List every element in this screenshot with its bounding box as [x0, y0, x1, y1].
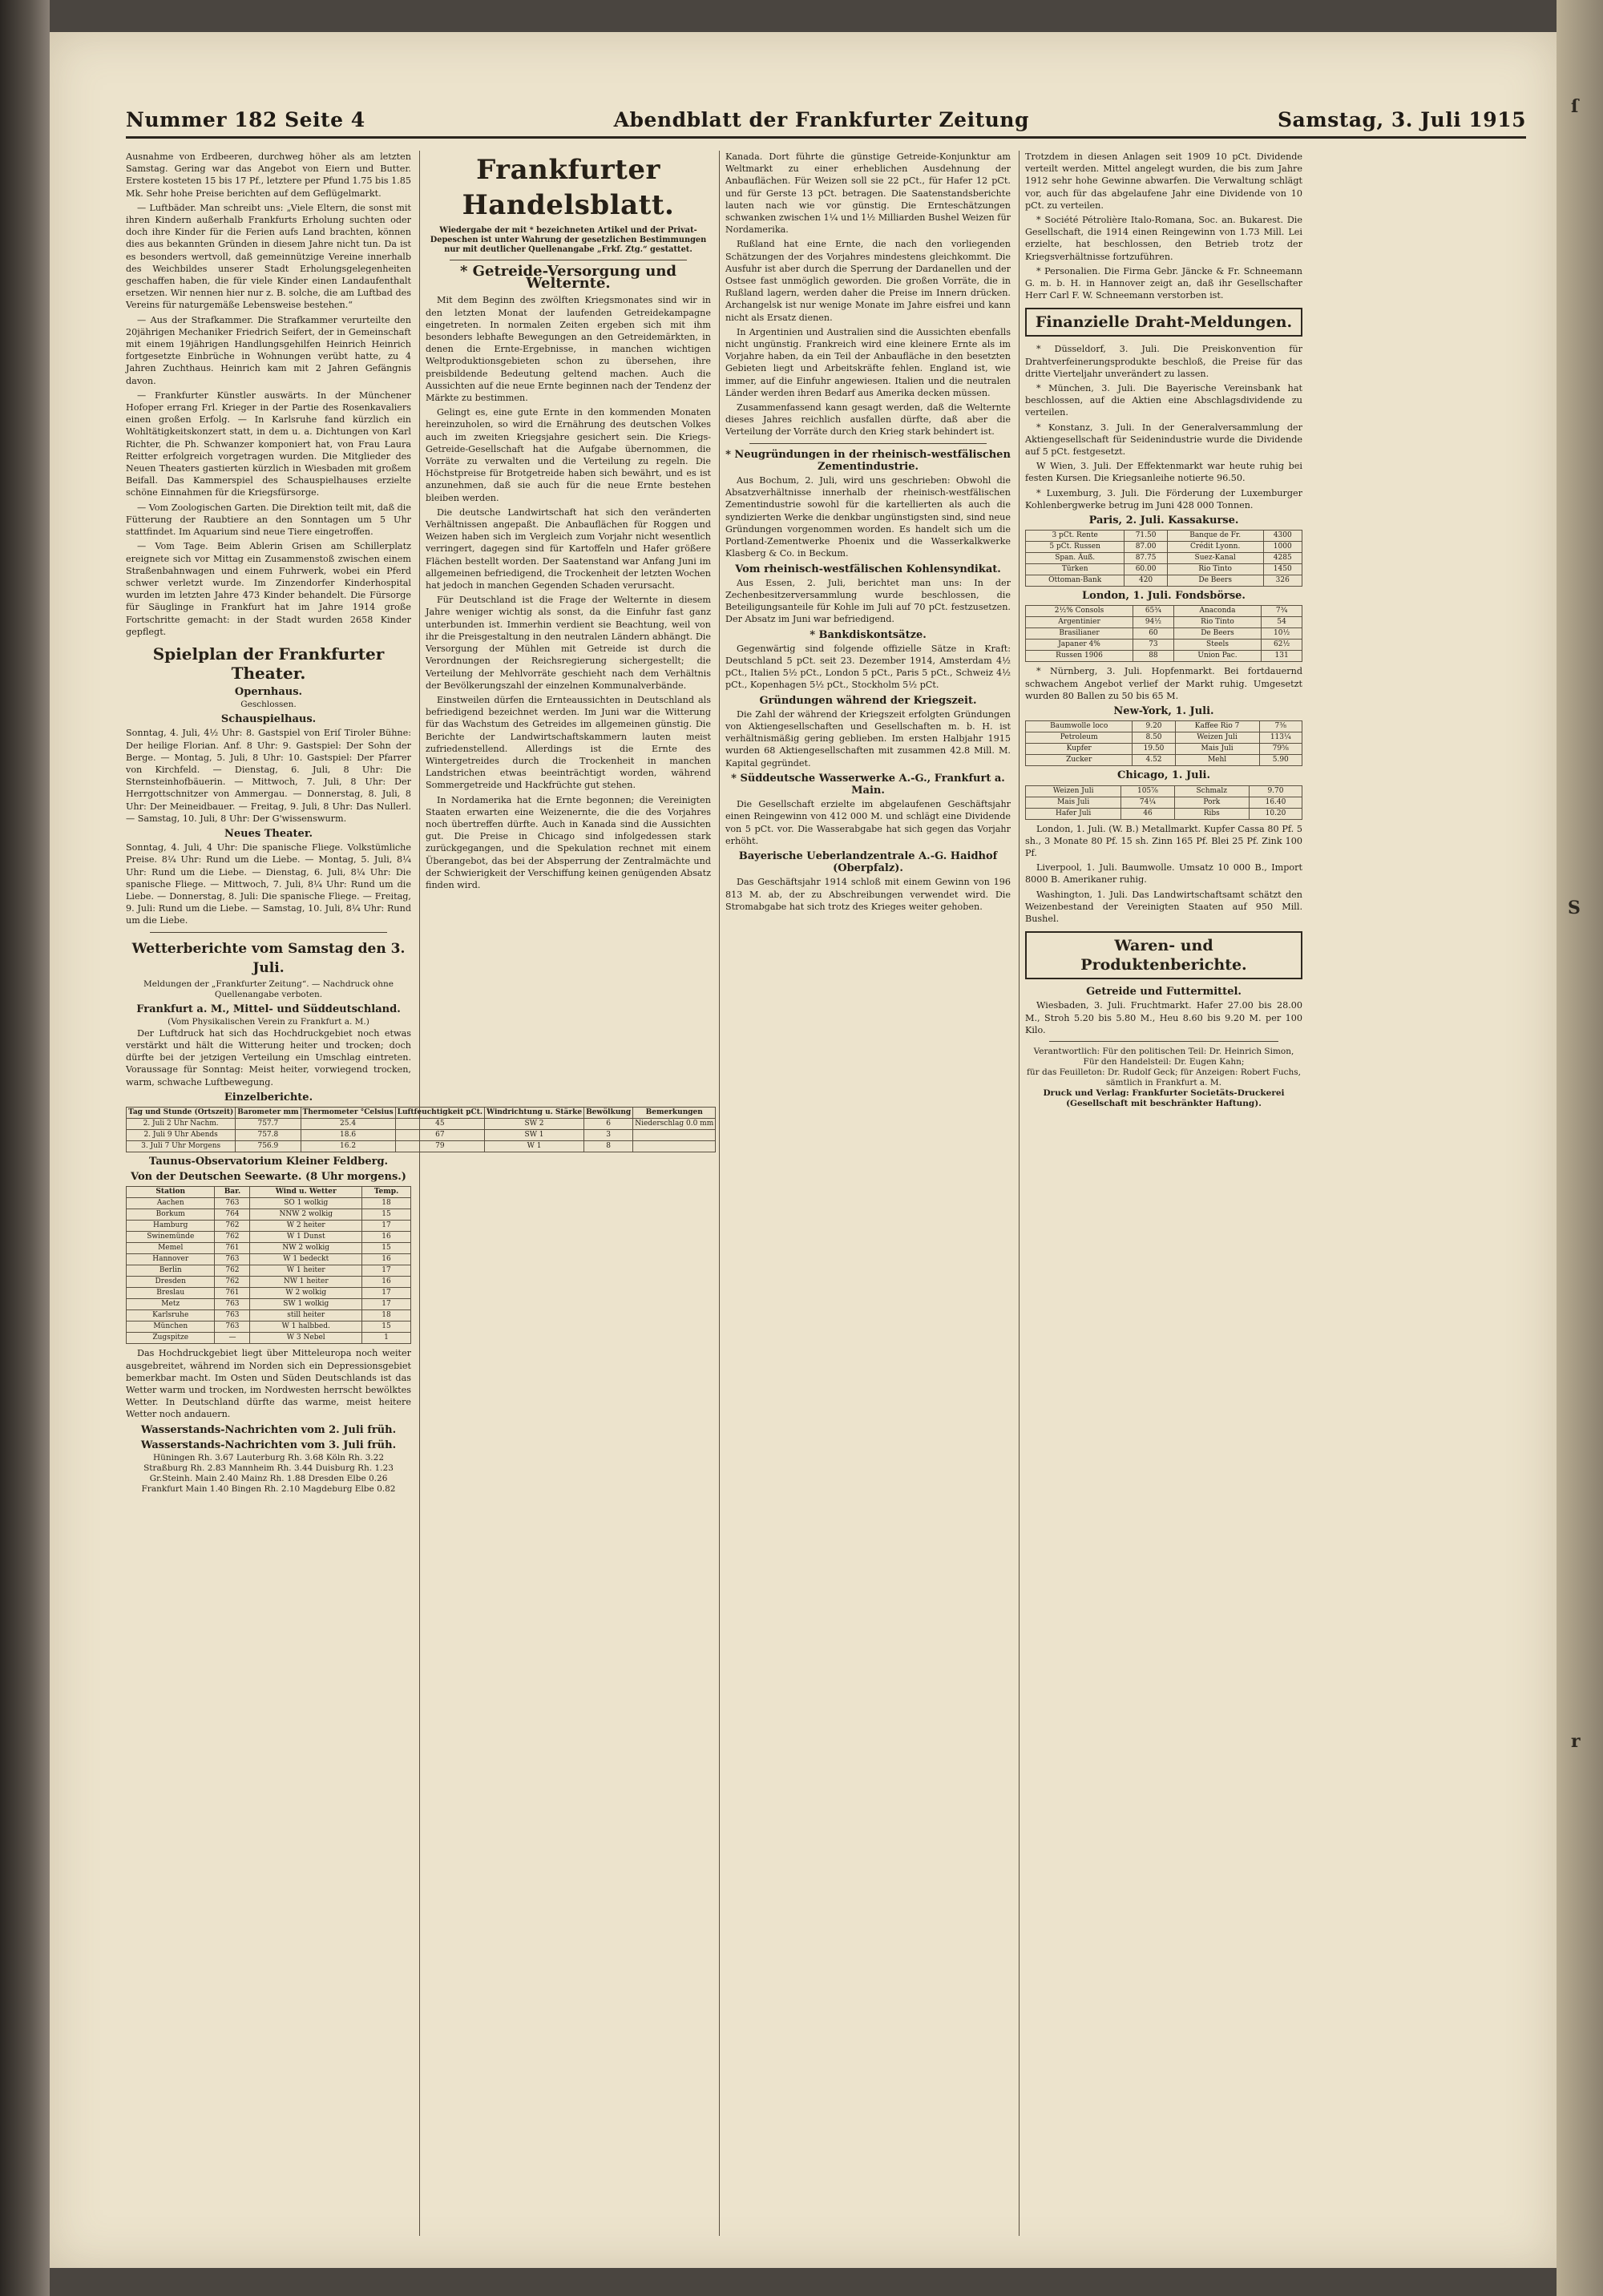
table-cell: 10.20 — [1249, 808, 1302, 819]
table-cell: 763 — [215, 1198, 250, 1209]
table-cell: 4285 — [1263, 553, 1302, 564]
weather-region-heading: Frankfurt a. M., Mittel- und Süddeutschland. — [136, 1003, 401, 1015]
table-cell: 17 — [362, 1221, 411, 1232]
table-cell: Hafer Juli — [1026, 808, 1121, 819]
table-cell: München — [127, 1322, 215, 1333]
news-heading: * Bankdiskontsätze. — [810, 628, 927, 641]
table-cell: 87.75 — [1125, 553, 1167, 564]
table-row — [127, 1333, 411, 1344]
table-cell: 1000 — [1263, 542, 1302, 553]
table-cell: Hamburg — [127, 1221, 215, 1232]
article-paragraph: Rußland hat eine Ernte, die nach den vorliegenden Schätzungen der des Vorjahres mindestens gleichkommt. Die Ausfuhr ist aber durch die Sperrung der Dardanellen und der Ostsee fast unmöglich geworden. Die großen Vorräte, die in Rußland lagern, werden daher die Preise im Innern drücken. Archangelsk ist nur wenige Monate im Jahre eisfrei und kann nicht als Ersatz dienen. — [725, 239, 1011, 323]
table-cell: Breslau — [127, 1288, 215, 1299]
market-report: Wiesbaden, 3. Juli. Fruchtmarkt. Hafer 27.00 bis 28.00 M., Stroh 5.20 bis 5.80 M., Heu 8.60 bis 9.20 M. per 100 Kilo. — [1025, 1000, 1302, 1035]
table-cell: 1450 — [1263, 564, 1302, 575]
table-cell: — — [215, 1333, 250, 1344]
table-row — [1026, 744, 1302, 755]
table-cell: 3. Juli 7 Uhr Morgens — [127, 1141, 236, 1152]
seewarte-heading: Von der Deutschen Seewarte. (8 Uhr morgens.) — [131, 1171, 406, 1184]
table-cell: Crédit Lyonn. — [1167, 542, 1263, 553]
table-cell: 2½% Consols — [1026, 606, 1133, 617]
table-cell: 762 — [215, 1277, 250, 1288]
article-paragraph: * Personalien. Die Firma Gebr. Jäncke & Fr. Schneemann G. m. b. H. in Hannover zeigt an, daß ihr Gesellschafter Herr Carl F. W. Schneemann verstorben ist. — [1025, 265, 1302, 301]
table-cell: 763 — [215, 1310, 250, 1322]
article-paragraph: Die deutsche Landwirtschaft hat sich den veränderten Verhältnissen angepaßt. Die Anbauflächen für Roggen und Weizen haben sich im Vergleich zum Vorjahr nicht wesentlich verringert, dagegen sind für Kartoffeln und Hafer größere Flächen bestellt worden. Der Saatenstand war Anfang Juni im allgemeinen befriedigend, die Trockenheit der letzten Wochen hat jedoch in manchen Gegenden Schaden verursacht. — [426, 506, 711, 591]
article-paragraph: — Luftbäder. Man schreibt uns: „Viele Eltern, die sonst mit ihren Kindern außerhalb Frankfurts Erholung suchten oder doch ihre Kinder für die Ferien aufs Land brachten, können dies aus bekannten Gründen in diesem Jahre nicht tun. Da ist es besonders wertvoll, daß gemeinnützige Vereine innerhalb des Weichbildes unserer Stadt Erholungsgelegenheiten geschaffen haben, die für viele Kinder einen Landaufenthalt ersetzen. Wir nennen hier nur z. B. solche, die am Luftbad des Vereins für naturgemäße Lebensweise bestehen.“ — [126, 202, 411, 311]
column-rule — [1019, 151, 1020, 2236]
table-cell: Japaner 4% — [1026, 640, 1133, 651]
handelsblatt-title: Frankfurter Handelsblatt. — [462, 154, 675, 221]
table-cell: Metz — [127, 1299, 215, 1310]
table-cell: still heiter — [250, 1310, 362, 1322]
table-cell: De Beers — [1167, 575, 1263, 587]
table-cell: Mehl — [1175, 755, 1259, 766]
water-level-line: Frankfurt Main 1.40 Bingen Rh. 2.10 Magdeburg Elbe 0.82 — [141, 1484, 396, 1495]
table-row — [1026, 755, 1302, 766]
table-cell: 19.50 — [1133, 744, 1175, 755]
table-cell: 60.00 — [1125, 564, 1167, 575]
table-cell: 762 — [215, 1221, 250, 1232]
newspaper-page — [50, 32, 1557, 2268]
table-cell: NW 1 heiter — [250, 1277, 362, 1288]
news-paragraph: Gegenwärtig sind folgende offizielle Sätze in Kraft: Deutschland 5 pCt. seit 23. Dezember 1914, Amsterdam 4½ pCt., Italien 5½ pCt., London 5 pCt., Paris 5 pCt., Schweiz 4½ pCt., Kopenhagen 5½ pCt., Stockholm 5½ pCt. — [725, 643, 1011, 691]
table-cell: 3 pCt. Rente — [1026, 531, 1125, 542]
article-paragraph: In Argentinien und Australien sind die Aussichten ebenfalls nicht ungünstig. Frankreich wird eine kleinere Ernte als im Vorjahre haben, da ein Teil der Anbaufläche in den besetzten Gebieten liegt und Arbeitskräfte fehlen. England ist, wie immer, auf die Einfuhr angewiesen. Italien und die neutralen Länder werden ihren Bedarf aus Amerika decken müssen. — [725, 326, 1011, 398]
table-cell: W 2 heiter — [250, 1221, 362, 1232]
table-cell: 9.70 — [1249, 785, 1302, 797]
column-header: Thermometer °Celsius — [301, 1108, 395, 1119]
table-cell: 16.40 — [1249, 797, 1302, 808]
table-cell: 762 — [215, 1232, 250, 1243]
table-cell: 46 — [1121, 808, 1174, 819]
column-header: Temp. — [362, 1187, 411, 1198]
news-paragraph: Das Geschäftsjahr 1914 schloß mit einem Gewinn von 196 813 M. ab, der zu Abschreibungen verwendet wird. Die Stromabgabe hat sich trotz des Krieges weiter gehoben. — [725, 877, 1011, 912]
table-cell: Union Pac. — [1173, 651, 1261, 662]
water-levels-heading: Wasserstands-Nachrichten vom 2. Juli früh. — [140, 1423, 397, 1436]
neues-theater-heading: Neues Theater. — [224, 827, 313, 840]
table-row — [1026, 628, 1302, 640]
table-cell: 15 — [362, 1322, 411, 1333]
table-cell: 18 — [362, 1310, 411, 1322]
table-cell: 15 — [362, 1209, 411, 1221]
table-cell: 4.52 — [1133, 755, 1175, 766]
table-cell: Niederschlag 0.0 mm — [633, 1119, 716, 1130]
article-paragraph: In Nordamerika hat die Ernte begonnen; die Vereinigten Staaten erwarten eine Weizenernte, die die des Vorjahres noch übertreffen dürfte. Auch in Kanada sind die Aussichten gut. Die Preise in Chicago sind infolgedessen stark zurückgegangen, und die Spekulation rechnet mit einem Überangebot, das bei der Absperrung der Zentralmächte und der Schwierigkeit der Verschiffung keinen genügenden Absatz finden wird. — [426, 794, 711, 890]
london-quotes-heading: London, 1. Juli. Fondsbörse. — [1082, 590, 1246, 603]
table-cell: Berlin — [127, 1265, 215, 1277]
neues-theater-program: Sonntag, 4. Juli, 4 Uhr: Die spanische Fliege. Volkstümliche Preise. 8¼ Uhr: Rund um die Liebe. — Montag, 5. Juli, 8¼ Uhr: Rund um die Liebe. — Dienstag, 6. Juli, 8¼ Uhr: Die spanische Fliege. — Mittwoch, 7. Juli, 8¼ Uhr: Rund um die Liebe. — Donnerstag, 8. Juli: Die spanische Fliege. — Freitag, 9. Juli: Rund um die Liebe. — Samstag, 10. Juli, 8¼ Uhr: Rund um die Liebe. — [126, 842, 411, 926]
wire-report: * München, 3. Juli. Die Bayerische Vereinsbank hat beschlossen, auf die Aktien eine Abschlagsdividende zu verteilen. — [1025, 383, 1302, 418]
table-row — [1026, 606, 1302, 617]
article-paragraph: Ausnahme von Erdbeeren, durchweg höher als am letzten Samstag. Gering war das Angebot von Eiern und Butter. Erstere kosteten 15 bis 17 Pf., letztere per Pfund 1.75 bis 1.85 Mk. Sehr hohe Preise berichten auf dem Geflügelmarkt. — [126, 151, 411, 199]
table-cell: NNW 2 wolkig — [250, 1209, 362, 1221]
table-cell: Weizen Juli — [1026, 785, 1121, 797]
opera-heading: Opernhaus. — [234, 685, 303, 698]
table-cell: 16 — [362, 1232, 411, 1243]
table-cell: Brasilianer — [1026, 628, 1133, 640]
article-paragraph: — Vom Tage. Beim Ablerin Grisen am Schillerplatz ereignete sich vor Mittag ein Zusammenstoß zwischen einem Straßenbahnwagen und einem Fuhrwerk, wobei ein Pferd schwer verletzt wurde. Im Zinzendorfer Kinderhospital wurden im letzten Jahre 473 Kinder behandelt. Die Fürsorge für Säuglinge in Frankfurt hat im Jahre 1914 große Fortschritte gemacht: in der Stadt wurden 2658 Kinder gepflegt. — [126, 541, 411, 637]
table-cell: 763 — [215, 1299, 250, 1310]
issue-date: Samstag, 3. Juli 1915 — [1277, 108, 1526, 131]
divider — [1049, 1041, 1278, 1042]
newyork-quotes-table — [1025, 720, 1302, 766]
table-cell: W 1 halbbed. — [250, 1322, 362, 1333]
wire-report: W Wien, 3. Juli. Der Effektenmarkt war heute ruhig bei festen Kursen. Die Kriegsanleihe notierte 96.50. — [1025, 461, 1302, 484]
table-cell: Weizen Juli — [1175, 732, 1259, 744]
water-levels-heading-2: Wasserstands-Nachrichten vom 3. Juli früh. — [140, 1439, 397, 1451]
table-cell: SW 2 — [485, 1119, 584, 1130]
table-row — [127, 1232, 411, 1243]
column-header: Station — [127, 1187, 215, 1198]
weather-heading: Wetterberichte vom Samstag den 3. Juli. — [131, 940, 406, 976]
table-cell: Zucker — [1026, 755, 1133, 766]
news-paragraph: Die Gesellschaft erzielte im abgelaufenen Geschäftsjahr einen Reingewinn von 412 000 M. und schlägt eine Dividende von 5 pCt. vor. Die Wasserabgabe hat sich gegen das Vorjahr erhöht. — [725, 799, 1011, 846]
weather-note: Meldungen der „Frankfurter Zeitung“. — Nachdruck ohne Quellenangabe verboten. — [143, 979, 394, 999]
column-header: Bar. — [215, 1187, 250, 1198]
table-cell: 87.00 — [1125, 542, 1167, 553]
table-row — [1026, 617, 1302, 628]
article-paragraph: * Société Pétrolière Italo-Romana, Soc. an. Bukarest. Die Gesellschaft, die 1914 einen Reingewinn von 1.73 Mill. Lei erzielte, hat beschlossen, den Betrieb trotz der Kriegsverhältnisse fortzuführen. — [1025, 215, 1302, 262]
table-row — [1026, 785, 1302, 797]
adjacent-page-fragment: r — [1571, 1731, 1581, 1752]
table-cell: 16.2 — [301, 1141, 395, 1152]
column-header: Wind u. Wetter — [250, 1187, 362, 1198]
table-cell: SW 1 wolkig — [250, 1299, 362, 1310]
table-cell: 764 — [215, 1209, 250, 1221]
table-cell: SO 1 wolkig — [250, 1198, 362, 1209]
table-cell: 5 pCt. Russen — [1026, 542, 1125, 553]
table-cell: W 1 Dunst — [250, 1232, 362, 1243]
station-table — [126, 1186, 411, 1344]
article-paragraph: Zusammenfassend kann gesagt werden, daß die Welternte dieses Jahres reichlich ausfallen dürfte, daß aber die Verteilung der Vorräte durch den Krieg stark behindert ist. — [725, 402, 1011, 438]
table-row — [1026, 553, 1302, 564]
column-3 — [725, 151, 1011, 2236]
table-cell: Kupfer — [1026, 744, 1133, 755]
news-heading: * Süddeutsche Wasserwerke A.-G., Frankfurt a. Main. — [731, 772, 1005, 797]
table-cell: 94½ — [1133, 617, 1174, 628]
table-cell: 757.7 — [236, 1119, 301, 1130]
commodity-reports-box — [1025, 931, 1302, 979]
table-cell: 761 — [215, 1288, 250, 1299]
column-rule — [419, 151, 420, 2236]
table-row — [127, 1288, 411, 1299]
article-paragraph: Einstweilen dürfen die Ernteaussichten in Deutschland als befriedigend bezeichnet werden. Im Juni war die Witterung für das Wachstum des Getreides im allgemeinen günstig. Die Berichte der Landwirtschaftskammern lauten meist zufriedenstellend. Allerdings ist die Ernte des Wintergetreides durch die Trockenheit in manchen Landstrichen etwas beeinträchtigt worden, während Sommergetreide und Hackfrüchte gut stehen. — [426, 694, 711, 791]
table-cell: Mais Juli — [1175, 744, 1259, 755]
column-rule — [719, 151, 720, 2236]
wire-report: * Konstanz, 3. Juli. In der Generalversammlung der Aktiengesellschaft für Seidenindustrie wurde die Dividende auf 5 pCt. festgesetzt. — [1025, 422, 1302, 458]
news-heading: Bayerische Ueberlandzentrale A.-G. Haidhof (Oberpfalz). — [738, 849, 998, 875]
scan-binding-edge — [0, 0, 50, 2296]
table-row — [127, 1277, 411, 1288]
table-row — [1026, 808, 1302, 819]
table-cell: 762 — [215, 1265, 250, 1277]
table-cell: 763 — [215, 1254, 250, 1265]
news-paragraph: Aus Essen, 2. Juli, berichtet man uns: In der Zechenbesitzerversammlung wurde beschlossen, die Beteiligungsanteile für Kohle im Juli auf 70 pCt. festzusetzen. Der Absatz im Juni war befriedigend. — [725, 577, 1011, 625]
table-row — [127, 1243, 411, 1254]
table-row — [127, 1310, 411, 1322]
article-paragraph: Kanada. Dort führte die günstige Getreide-Konjunktur am Weltmarkt zu einer erheblichen Ausdehnung der Anbauflächen. Für Weizen soll sie 22 pCt., für Hafer 12 pCt. und für Gerste 13 pCt. betragen. Die Saatenstandsberichte lauten nach wie vor günstig. Die Ernteschätzungen schwanken zwischen 1¼ und 1½ Milliarden Bushel Weizen für Nordamerika. — [725, 151, 1011, 236]
table-cell: Argentinier — [1026, 617, 1133, 628]
table-cell: 763 — [215, 1322, 250, 1333]
adjacent-page-fragment: ſ — [1571, 96, 1579, 117]
table-cell: W 1 bedeckt — [250, 1254, 362, 1265]
adjacent-page-fragment: S — [1568, 898, 1581, 918]
table-cell: W 2 wolkig — [250, 1288, 362, 1299]
column-header: Windrichtung u. Stärke — [485, 1108, 584, 1119]
table-row — [1026, 542, 1302, 553]
grain-subheading: Getreide und Futtermittel. — [1086, 986, 1242, 999]
table-cell: 326 — [1263, 575, 1302, 587]
table-cell: 15 — [362, 1243, 411, 1254]
wire-report: Liverpool, 1. Juli. Baumwolle. Umsatz 10 000 B., Import 8000 B. Amerikaner ruhig. — [1025, 862, 1302, 886]
imprint-line: für das Feuilleton: Dr. Rudolf Geck; für Anzeigen: Robert Fuchs, sämtlich in Frankfurt a. M. — [1026, 1067, 1302, 1087]
table-cell: 3 — [584, 1130, 633, 1141]
news-paragraph: Aus Bochum, 2. Juli, wird uns geschrieben: Obwohl die Absatzverhältnisse innerhalb der rheinisch-westfälischen Zementindustrie sowohl für die kartellierten als auch die syndizierten Werke die denkbar ungünstigsten sind, sind neue Gründungen vorgenommen worden. Es handelt sich um die Portland-Zementwerke Phoenix und die Wasserkalkwerke Klasberg & Co. in Beckum. — [725, 475, 1011, 559]
wire-report: * Luxemburg, 3. Juli. Die Förderung der Luxemburger Kohlenbergwerke betrug im Juni 428 000 Tonnen. — [1025, 487, 1302, 510]
imprint-line: Druck und Verlag: Frankfurter Societäts-Druckerei (Gesellschaft mit beschränkter Haftung). — [1043, 1087, 1285, 1108]
paris-quotes-heading: Paris, 2. Juli. Kassakurse. — [1088, 514, 1239, 527]
adjacent-page-edge — [1557, 0, 1603, 2296]
table-cell: 10½ — [1262, 628, 1302, 640]
water-level-line: Hüningen Rh. 3.67 Lauterburg Rh. 3.68 Köln Rh. 3.22 — [152, 1453, 385, 1463]
table-cell: Steels — [1173, 640, 1261, 651]
table-cell: W 1 — [485, 1141, 584, 1152]
table-cell: Petroleum — [1026, 732, 1133, 744]
table-cell: 88 — [1133, 651, 1174, 662]
table-cell: W 3 Nebel — [250, 1333, 362, 1344]
weather-source: (Vom Physikalischen Verein zu Frankfurt a. M.) — [168, 1016, 369, 1027]
wire-report: * Nürnberg, 3. Juli. Hopfenmarkt. Bei fortdauernd schwachem Angebot verlief der Markt ruhig. Umgesetzt wurden 80 Ballen zu 50 bis 65 M. — [1025, 666, 1302, 701]
schauspiel-program: Sonntag, 4. Juli, 4½ Uhr: 8. Gastspiel von Eriſ Tiroler Bühne: Der heilige Florian. Anf. 8 Uhr: 9. Gastspiel: Der Sohn der Berge. — Montag, 5. Juli, 8 Uhr: 10. Gastspiel: Der Pfarrer von Kirchfeld. — Dienstag, 6. Juli, 8 Uhr: Die Sternsteinhofbäuerin. — Mittwoch, 7. Juli, 8 Uhr: Der Herrgottschnitzer von Ammergau. — Donnerstag, 8. Juli, 8 Uhr: Der Meineidbauer. — Freitag, 9. Juli, 8 Uhr: Das Nullerl. — Samstag, 10. Juli, 8 Uhr: Der G'wissenswurm. — [126, 728, 411, 824]
article-title: * Getreide-Versorgung und Welternte. — [459, 263, 677, 293]
wire-report: London, 1. Juli. (W. B.) Metallmarkt. Kupfer Cassa 80 Pf. 5 sh., 3 Monate 80 Pf. 15 sh. Zinn 165 Pf. Blei 25 Pf. Zink 100 Pf. — [1025, 823, 1302, 858]
table-cell: 45 — [395, 1119, 484, 1130]
table-cell: Swinemünde — [127, 1232, 215, 1243]
table-cell: 73 — [1133, 640, 1174, 651]
table-cell: SW 1 — [485, 1130, 584, 1141]
table-cell: 79⅝ — [1259, 744, 1302, 755]
table-cell: 71.50 — [1125, 531, 1167, 542]
weather-forecast: Der Luftdruck hat sich das Hochdruckgebiet noch etwas verstärkt und hält die Witterung heiter und trocken; doch dürfte bei der jetzigen Verteilung ein Umschlag eintreten. Voraussage für Sonntag: Meist heiter, vorwiegend trocken, warm, schwache Luftbewegung. — [126, 1027, 411, 1087]
table-row — [1026, 721, 1302, 732]
table-cell: 105⅞ — [1121, 785, 1174, 797]
table-cell: 113¼ — [1259, 732, 1302, 744]
table-cell: Zugspitze — [127, 1333, 215, 1344]
table-cell: Pork — [1174, 797, 1249, 808]
news-paragraph: Die Zahl der während der Kriegszeit erfolgten Gründungen von Aktiengesellschaften und Gesellschaften m. b. H. ist verhältnismäßig gering geblieben. Im ersten Halbjahr 1915 wurden 68 Aktiengesellschaften mit zusammen 42.8 Mill. M. Kapital gegründet. — [725, 708, 1011, 769]
paris-quotes-table — [1025, 530, 1302, 587]
table-cell: 65¾ — [1133, 606, 1174, 617]
table-cell: 18 — [362, 1198, 411, 1209]
table-row — [1026, 797, 1302, 808]
masthead — [126, 103, 1526, 139]
chicago-quotes-heading: Chicago, 1. Juli. — [1117, 769, 1210, 782]
table-row — [127, 1322, 411, 1333]
table-cell: Borkum — [127, 1209, 215, 1221]
column-4 — [1025, 151, 1302, 2236]
reprint-notice: Wiedergabe der mit * bezeichneten Artikel und der Privat-Depeschen ist unter Wahrung der gesetzlichen Bestimmungen nur mit deutlicher Quellenangabe „Frkf. Ztg.“ gestattet. — [430, 226, 707, 254]
table-cell: Suez-Kanal — [1167, 553, 1263, 564]
table-cell: 757.8 — [236, 1130, 301, 1141]
wire-reports-box — [1025, 308, 1302, 337]
commodity-reports-heading: Waren- und Produktenberichte. — [1080, 937, 1247, 974]
table-cell: Hannover — [127, 1254, 215, 1265]
theater-schedule-heading: Spielplan der Frankfurter Theater. — [152, 644, 385, 683]
table-cell: 4300 — [1263, 531, 1302, 542]
schauspiel-heading: Schauspielhaus. — [220, 713, 317, 726]
opera-status: Geschlossen. — [240, 700, 297, 710]
table-cell: 6 — [584, 1119, 633, 1130]
table-row — [1026, 640, 1302, 651]
water-level-line: Straßburg Rh. 2.83 Mannheim Rh. 3.44 Duisburg Rh. 1.23 — [143, 1463, 394, 1474]
table-cell: Banque de Fr. — [1167, 531, 1263, 542]
table-cell: Aachen — [127, 1198, 215, 1209]
table-cell: Ribs — [1174, 808, 1249, 819]
divider — [150, 932, 387, 933]
table-cell: Rio Tinto — [1173, 617, 1261, 628]
table-cell: Mais Juli — [1026, 797, 1121, 808]
table-cell: 60 — [1133, 628, 1174, 640]
column-header: Luftfeuchtigkeit pCt. — [395, 1108, 484, 1119]
table-cell: 2. Juli 2 Uhr Nachm. — [127, 1119, 236, 1130]
table-cell: NW 2 wolkig — [250, 1243, 362, 1254]
table-row — [127, 1209, 411, 1221]
article-paragraph: Mit dem Beginn des zwölften Kriegsmonates sind wir in den letzten Monat der laufenden Getreidekampagne eingetreten. In normalen Zeiten ergeben sich mit ihm besonders lebhafte Bewegungen an den Getreidemärkten, in denen die Ernte-Ergebnisse, in manchen wichtigen Weltproduktionsgebieten schon zu übersehen, ihre preisbildende Bedeutung geltend machen. Auch die Aussichten auf die neue Ernte beginnen nach der Tendenz der Märkte zu bestimmen. — [426, 295, 711, 404]
article-paragraph: Für Deutschland ist die Frage der Welternte in diesem Jahre weniger wichtig als sonst, da die Einfuhr fast ganz unterbunden ist. Immerhin verdient sie Beachtung, weil von ihr die Preisgestaltung in den neutralen Ländern abhängt. Die Versorgung der Mühlen mit Getreide ist durch die Verordnungen der Reichsregierung sichergestellt; die Verteilung der Mehlvorräte geschieht nach dem Verhältnis der Bevölkerungszahl der einzelnen Kommunalverbände. — [426, 595, 711, 691]
table-row — [127, 1221, 411, 1232]
table-cell: Russen 1906 — [1026, 651, 1133, 662]
table-cell: Baumwolle loco — [1026, 721, 1133, 732]
newspaper-title: Abendblatt der Frankfurter Zeitung — [613, 108, 1029, 131]
table-cell: 16 — [362, 1277, 411, 1288]
news-heading: Gründungen während der Kriegszeit. — [759, 694, 977, 707]
wire-report: * Düsseldorf, 3. Juli. Die Preiskonvention für Drahtverfeinerungsprodukte beschloß, die Preise für das dritte Vierteljahr unverändert zu lassen. — [1025, 344, 1302, 379]
table-row — [1026, 575, 1302, 587]
table-cell: 756.9 — [236, 1141, 301, 1152]
table-cell: Karlsruhe — [127, 1310, 215, 1322]
newyork-quotes-heading: New-York, 1. Juli. — [1113, 705, 1214, 718]
table-row — [127, 1299, 411, 1310]
table-row — [1026, 531, 1302, 542]
table-cell: 9.20 — [1133, 721, 1175, 732]
einzelberichte-heading: Einzelberichte. — [224, 1091, 313, 1104]
seewarte-report: Das Hochdruckgebiet liegt über Mitteleuropa noch weiter ausgebreitet, während im Norden sich ein Depressionsgebiet bemerkbar macht. Im Osten und Süden Deutschlands ist das Wetter warm und trocken, im Nordwesten herrscht bewölktes Wetter. In Deutschland dürfte das warme, meist heitere Wetter noch andauern. — [126, 1348, 411, 1420]
table-cell: 5.90 — [1259, 755, 1302, 766]
wire-report: Washington, 1. Juli. Das Landwirtschaftsamt schätzt den Weizenbestand der Vereinigten Staaten auf 950 Mill. Bushel. — [1025, 889, 1302, 924]
table-cell: Span. Äuß. — [1026, 553, 1125, 564]
table-cell: 25.4 — [301, 1119, 395, 1130]
table-row — [1026, 732, 1302, 744]
news-heading: Vom rheinisch-westfälischen Kohlensyndikat. — [735, 563, 1001, 575]
column-2 — [426, 151, 711, 2236]
table-cell: 8 — [584, 1141, 633, 1152]
table-cell: 17 — [362, 1299, 411, 1310]
article-paragraph: — Aus der Strafkammer. Die Strafkammer verurteilte den 20jährigen Mechaniker Friedrich Seifert, der in Gemeinschaft mit einem 19jährigen Handlungsgehilfen Heinrich Heinrich fortgesetzte Einbrüche in Wohnungen verübt hatte, zu 4 Jahren Zuchthaus. Heinrich kam mit 2 Jahren Gefängnis davon. — [126, 314, 411, 386]
table-cell: Rio Tinto — [1167, 564, 1263, 575]
column-header: Tag und Stunde (Ortszeit) — [127, 1108, 236, 1119]
table-cell: 2. Juli 9 Uhr Abends — [127, 1130, 236, 1141]
article-paragraph: — Vom Zoologischen Garten. Die Direktion teilt mit, daß die Fütterung der Raubtiere an den Sonntagen um 5 Uhr stattfindet. Im Aquarium sind neue Tiere eingetroffen. — [126, 502, 411, 538]
table-cell: De Beers — [1173, 628, 1261, 640]
table-cell: 1 — [362, 1333, 411, 1344]
chicago-quotes-table — [1025, 785, 1302, 820]
table-cell: Kaffee Rio 7 — [1175, 721, 1259, 732]
table-cell: 8.50 — [1133, 732, 1175, 744]
news-heading: * Neugründungen in der rheinisch-westfälischen Zementindustrie. — [725, 448, 1011, 473]
table-cell: 761 — [215, 1243, 250, 1254]
table-row — [1026, 651, 1302, 662]
table-cell: 62½ — [1262, 640, 1302, 651]
column-header: Bewölkung — [584, 1108, 633, 1119]
water-level-line: Gr.Steinh. Main 2.40 Mainz Rh. 1.88 Dresden Elbe 0.26 — [149, 1474, 388, 1484]
article-paragraph: Gelingt es, eine gute Ernte in den kommenden Monaten hereinzuholen, so wird die Ernährung des deutschen Volkes auch im zweiten Kriegsjahre gesichert sein. Die Kriegs-Getreide-Gesellschaft hat die Aufgabe übernommen, die Vorräte zu verwalten und die Verteilung zu regeln. Die Höchstpreise für Brotgetreide haben sich bewährt, und es ist anzunehmen, daß sie auch für die neue Ernte bestehen bleiben werden. — [426, 407, 711, 503]
table-cell: 17 — [362, 1265, 411, 1277]
article-paragraph: — Frankfurter Künstler auswärts. In der Münchener Hofoper errang Frl. Krieger in der Partie des Rosenkavaliers einen großen Erfolg. — In Karlsruhe fand kürzlich ein Wohltätigkeitskonzert statt, in dem u. a. Dichtungen von Karl Richter, die Ph. Schwanzer komponiert hat, von Frau Laura Reitter erfolgreich vorgetragen wurden. Die Mitglieder des Neuen Theaters gastierten kürzlich in Wiesbaden mit großem Beifall. Das Kammerspiel des Schauspielhauses erzielte schöne Einnahmen für die Kriegsfürsorge. — [126, 389, 411, 498]
table-cell: Schmalz — [1174, 785, 1249, 797]
table-cell: 54 — [1262, 617, 1302, 628]
table-row — [127, 1198, 411, 1209]
table-cell: Türken — [1026, 564, 1125, 575]
table-cell: 17 — [362, 1288, 411, 1299]
table-cell: 7¾ — [1262, 606, 1302, 617]
table-cell: Ottoman-Bank — [1026, 575, 1125, 587]
table-cell: Dresden — [127, 1277, 215, 1288]
column-header: Bemerkungen — [633, 1108, 716, 1119]
table-cell: 7⅜ — [1259, 721, 1302, 732]
london-quotes-table — [1025, 605, 1302, 662]
table-cell: 79 — [395, 1141, 484, 1152]
divider — [749, 443, 987, 444]
table-cell: W 1 heiter — [250, 1265, 362, 1277]
table-cell: 420 — [1125, 575, 1167, 587]
table-row — [127, 1254, 411, 1265]
taunus-heading: Taunus-Observatorium Kleiner Feldberg. — [148, 1156, 389, 1168]
table-cell: 16 — [362, 1254, 411, 1265]
table-cell: Anaconda — [1173, 606, 1261, 617]
table-cell: Memel — [127, 1243, 215, 1254]
table-row — [127, 1265, 411, 1277]
table-cell: 74¼ — [1121, 797, 1174, 808]
column-header: Barometer mm — [236, 1108, 301, 1119]
table-cell: 67 — [395, 1130, 484, 1141]
issue-number: Nummer 182 Seite 4 — [126, 108, 365, 131]
table-row — [1026, 564, 1302, 575]
article-paragraph: Trotzdem in diesen Anlagen seit 1909 10 pCt. Dividende verteilt werden. Mittel angelegt wurden, die bis zum Jahre 1912 sehr hohe Gewinne abwarfen. Die Verwaltung schlägt vor, auch für das abgelaufene Jahr eine Dividende von 10 pCt. zu verteilen. — [1025, 151, 1302, 211]
table-cell: 18.6 — [301, 1130, 395, 1141]
table-cell: 131 — [1262, 651, 1302, 662]
wire-reports-heading: Finanzielle Draht-Meldungen. — [1035, 313, 1293, 332]
imprint-line: Verantwortlich: Für den politischen Teil: Dr. Heinrich Simon, Für den Handelsteil: Dr. Eugen Kahn; — [1033, 1046, 1294, 1067]
